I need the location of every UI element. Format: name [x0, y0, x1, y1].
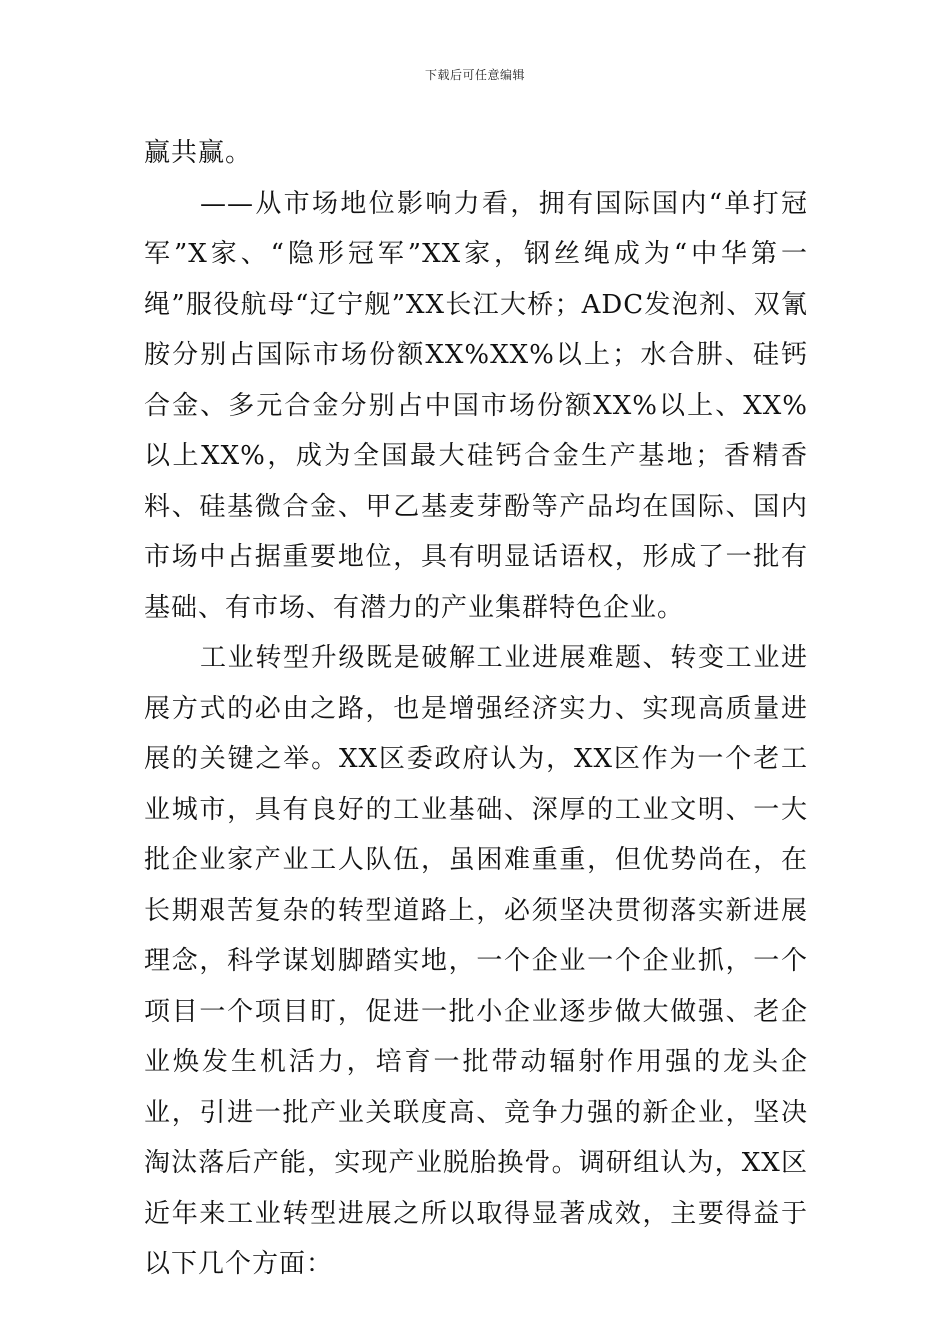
- paragraph-market-influence: ——从市场地位影响力看，拥有国际国内“单打冠军”X家、“隐形冠军”XX家，钢丝绳成为“中华第一绳”服役航母“辽宁舰”XX长江大桥；ADC发泡剂、双氰胺分别占国际市场份额XX%XX%以上；水合肼、硅钙合金、多元合金分别占中国市场份额XX%以上、XX%以上XX%，成为全国最大硅钙合金生产基地；香精香料、硅基微合金、甲乙基麦芽酚等产品均在国际、国内市场中占据重要地位，具有明显话语权，形成了一批有基础、有市场、有潜力的产业集群特色企业。: [144, 188, 808, 623]
- document-body: [144, 128, 808, 1290]
- paragraph-industrial-transformation: 工业转型升级既是破解工业进展难题、转变工业进展方式的必由之路，也是增强经济实力、实现高质量进展的关键之举。XX区委政府认为，XX区作为一个老工业城市，具有良好的工业基础、深厚的工业文明、一大批企业家产业工人队伍，虽困难重重，但优势尚在，在长期艰苦复杂的转型道路上，必须坚决贯彻落实新进展理念，科学谋划脚踏实地，一个企业一个企业抓，一个项目一个项目盯，促进一批小企业逐步做大做强、老企业焕发生机活力，培育一批带动辐射作用强的龙头企业，引进一批产业关联度高、竞争力强的新企业，坚决淘汰落后产能，实现产业脱胎换骨。调研组认为，XX区近年来工业转型进展之所以取得显著成效，主要得益于以下几个方面：: [144, 643, 808, 1279]
- paragraph-continuation: 赢共赢。: [144, 138, 253, 168]
- page-header: 下载后可任意编辑: [424, 68, 525, 82]
